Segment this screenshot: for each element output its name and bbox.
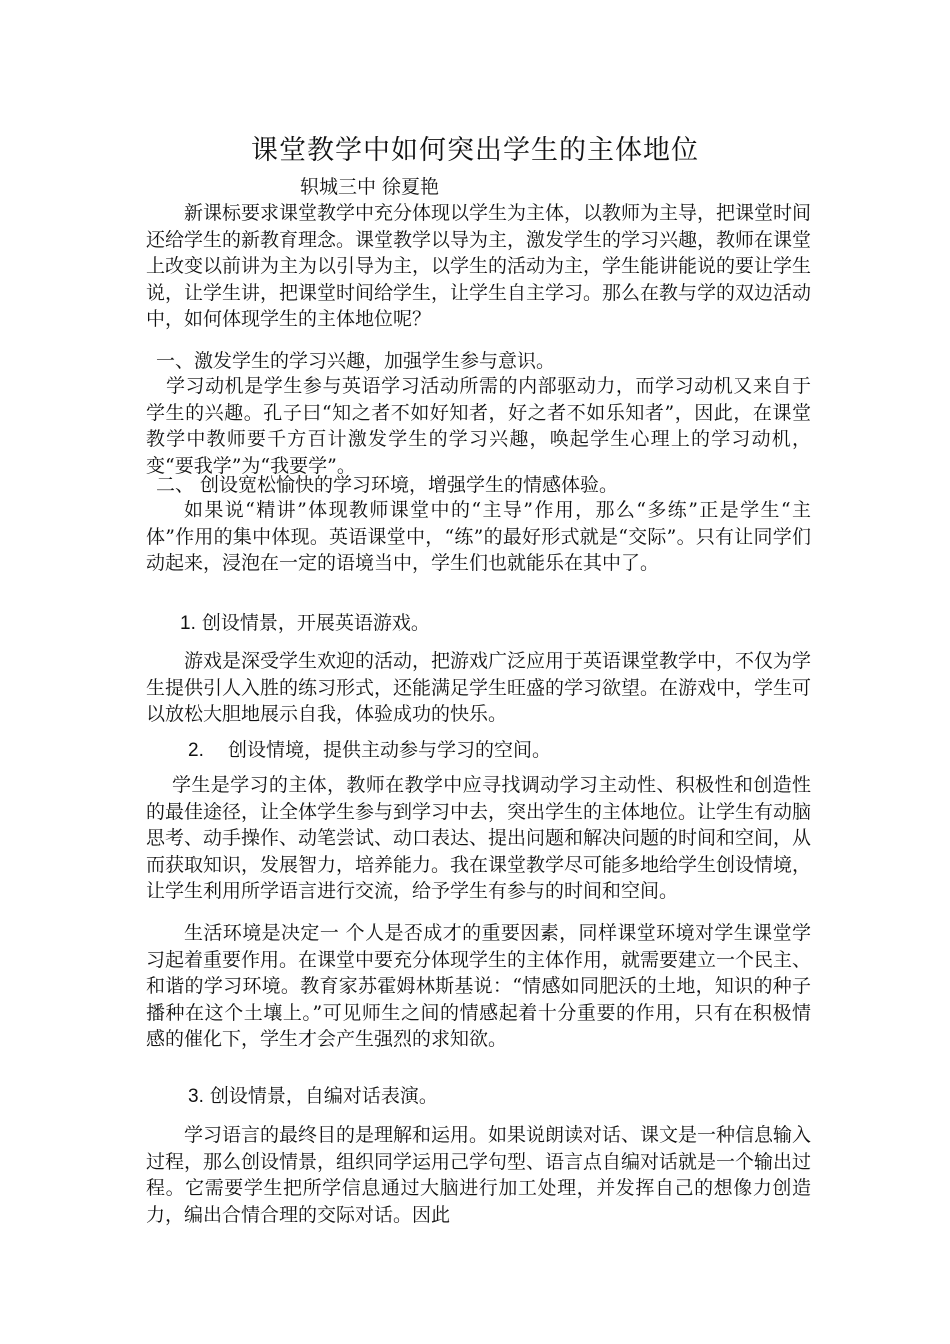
section-2-paragraph: 如果说“精讲”体现教师课堂中的“主导”作用，那么“多练”正是学生“主体”作用的集中体现。英语课堂中，“练”的最好形式就是“交际”。只有让同学们动起来，浸泡在一定的语境当中，学生们也就能乐在其中了。 xyxy=(146,499,811,574)
games-paragraph: 游戏是深受学生欢迎的活动，把游戏广泛应用于英语课堂教学中，不仅为学生提供引人入胜的练习形式，还能满足学生旺盛的学习欲望。在游戏中，学生可以放松大胆地展示自我，体验成功的快乐。 xyxy=(146,650,812,725)
document-title: 课堂教学中如何突出学生的主体地位 xyxy=(251,135,699,166)
list-item-1-number: 1. xyxy=(180,613,196,634)
author-line: 轵城三中 徐夏艳 xyxy=(300,176,440,198)
intro-paragraph: 新课标要求课堂教学中充分体现以学生为主体，以教师为主导，把课堂时间还给学生的新教育理念。课堂教学以导为主，激发学生的学习兴趣，教师在课堂上改变以前讲为主为以引导为主，以学生的活动为主，学生能讲能说的要让学生说，让学生讲，把课堂时间给学生，让学生自主学习。那么在教与学的双边活动中，如何体现学生的主体地位呢？ xyxy=(146,202,812,330)
list-item-2 xyxy=(188,737,551,764)
environment-paragraph: 生活环境是决定一 个人是否成才的重要因素，同样课堂环境对学生课堂学习起着重要作用。在课堂中要充分体现学生的主体作用，就需要建立一个民主、和谐的学习环境。教育家苏霍姆林斯基说：“情感如同肥沃的土地，知识的种子播种在这个土壤上。”可见师生之间的情感起着十分重要的作用，只有在积极情感的催化下，学生才会产生强烈的求知欲。 xyxy=(146,922,812,1050)
list-item-3-number: 3. xyxy=(188,1086,204,1107)
list-item-2-text: 创设情境，提供主动参与学习的空间。 xyxy=(228,739,552,761)
student-subject-paragraph: 学生是学习的主体，教师在教学中应寻找调动学习主动性、积极性和创造性的最佳途径，让全体学生参与到学习中去，突出学生的主体地位。让学生有动脑思考、动手操作、动笔尝试、动口表达、提出问题和解决问题的时间和空间，从而获取知识，发展智力，培养能力。我在课堂教学尽可能多地给学生创设情境，让学生利用所学语言进行交流，给予学生有参与的时间和空间。 xyxy=(146,774,812,902)
section-heading-2: 二、 创设宽松愉快的学习环境，增强学生的情感体验。 xyxy=(156,474,619,496)
list-item-1-text: 创设情景，开展英语游戏。 xyxy=(201,612,430,634)
dialogue-paragraph: 学习语言的最终目的是理解和运用。如果说朗读对话、课文是一种信息输入过程，那么创设情景，组织同学运用己学句型、语言点自编对话就是一个输出过程。它需要学生把所学信息通过大脑进行加工处理，并发挥自己的想像力创造力，编出合情合理的交际对话。因此 xyxy=(146,1124,812,1226)
list-item-3-text: 创设情景，自编对话表演。 xyxy=(209,1085,438,1107)
list-item-3 xyxy=(188,1083,438,1110)
list-item-2-number: 2. xyxy=(188,740,204,761)
section-1-paragraph: 学习动机是学生参与英语学习活动所需的内部驱动力，而学习动机又来自于学生的兴趣。孔子曰“知之者不如好知者，好之者不如乐知者”，因此，在课堂教学中教师要千方百计激发学生的学习兴趣，唤起学生心理上的学习动机，变“要我学”为“我要学”。 xyxy=(146,375,811,477)
list-item-1 xyxy=(180,610,430,637)
section-heading-1: 一、激发学生的学习兴趣，加强学生参与意识。 xyxy=(156,350,556,372)
